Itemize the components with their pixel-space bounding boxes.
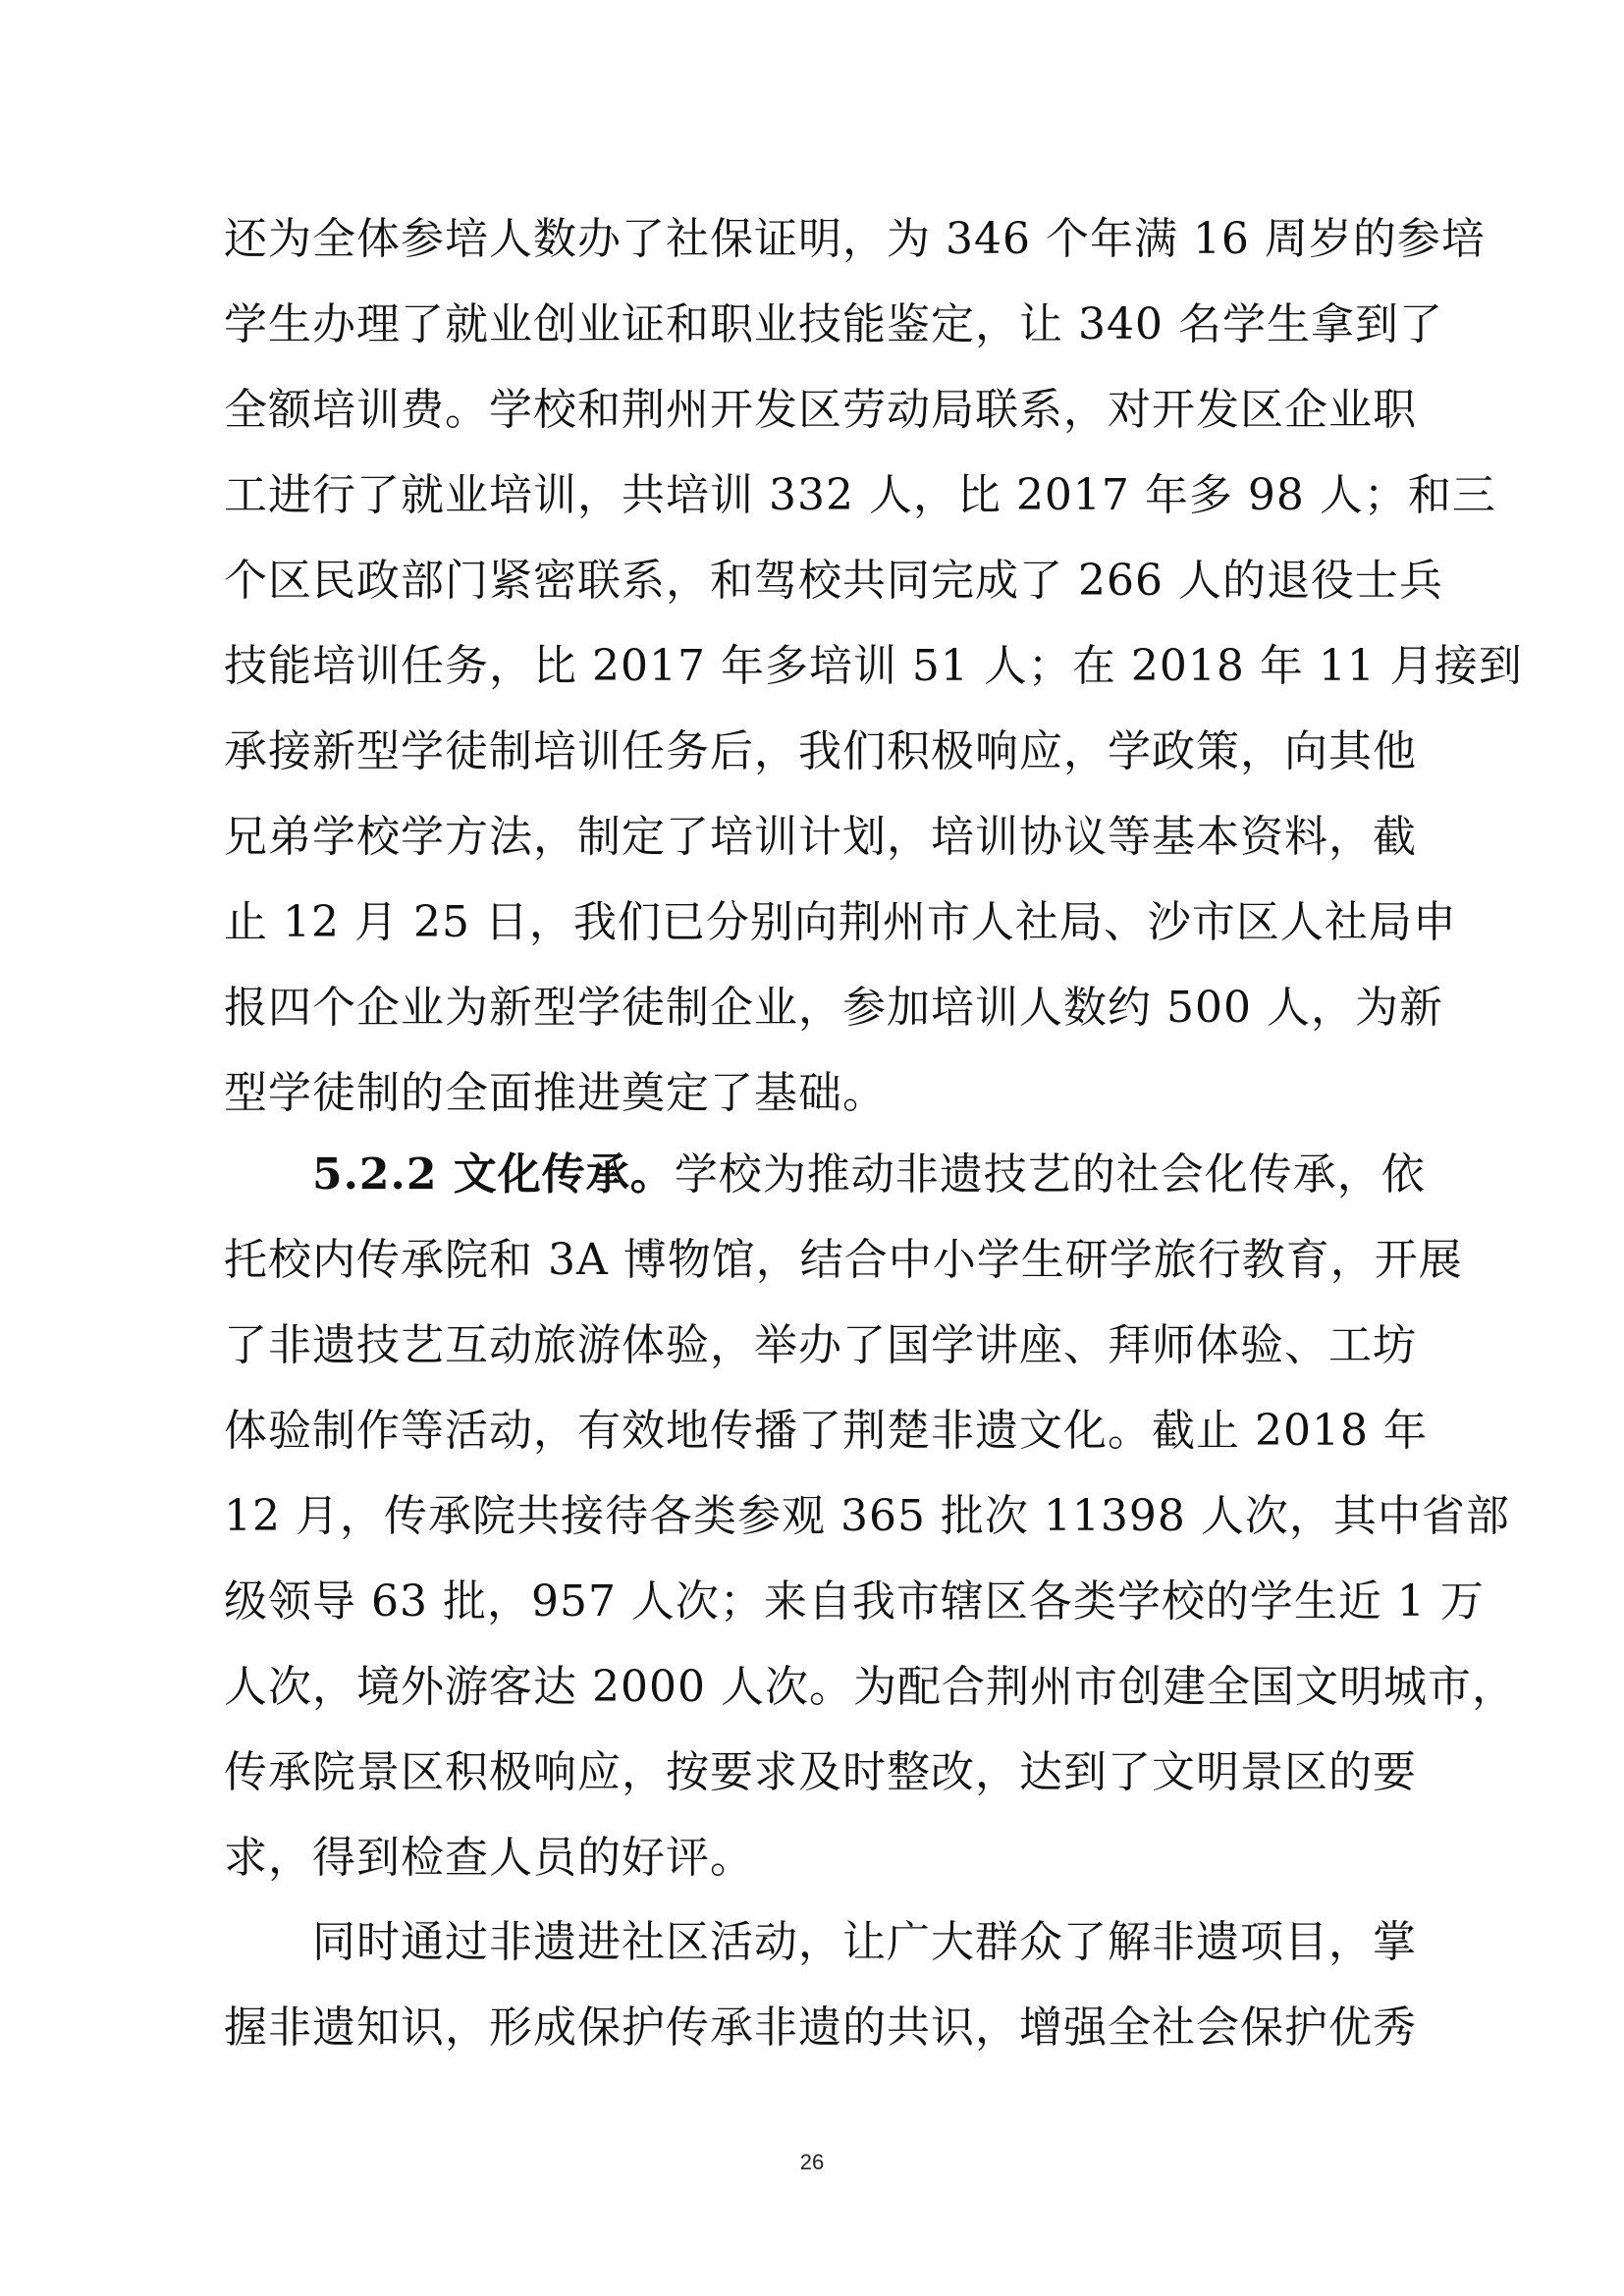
text-line: 止 12 月 25 日，我们已分别向荆州市人社局、沙市区人社局申 (224, 897, 1457, 947)
text-line: 托校内传承院和 3A 博物馆，结合中小学生研学旅行教育，开展 (224, 1235, 1463, 1285)
text-line: 全额培训费。学校和荆州开发区劳动局联系，对开发区企业职 (224, 385, 1417, 435)
paragraph-community (224, 1899, 1417, 2070)
text-line: 技能培训任务，比 2017 年多培训 51 人；在 2018 年 11 月接到 (224, 641, 1523, 691)
text-line: 兄弟学校学方法，制定了培训计划，培训协议等基本资料，截 (224, 812, 1417, 862)
section-first-line-text: 学校为推动非遗技艺的社会化传承，依 (674, 1149, 1426, 1200)
paragraph-training (224, 196, 1523, 1136)
text-line: 还为全体参培人数办了社保证明，为 346 个年满 16 周岁的参培 (224, 214, 1486, 264)
text-line: 型学徒制的全面推进奠定了基础。 (224, 1068, 887, 1118)
section-first-line (224, 1132, 1426, 1217)
section-heading: 5.2.2 文化传承。 (312, 1149, 675, 1200)
text-line: 学生办理了就业创业证和职业技能鉴定，让 340 名学生拿到了 (224, 299, 1443, 349)
text-line: 级领导 63 批，957 人次；来自我市辖区各类学校的学生近 1 万 (224, 1576, 1485, 1627)
text-line: 传承院景区积极响应，按要求及时整改，达到了文明景区的要 (224, 1747, 1417, 1797)
page-number: 26 (799, 2150, 825, 2174)
text-line: 了非遗技艺互动旅游体验，举办了国学讲座、拜师体验、工坊 (224, 1320, 1417, 1370)
text-line: 人次，境外游客达 2000 人次。为配合荆州市创建全国文明城市， (224, 1662, 1516, 1712)
text-line: 求，得到检查人员的好评。 (224, 1833, 754, 1883)
paragraph-cultural-heritage (224, 1132, 1516, 1900)
text-line: 报四个企业为新型学徒制企业，参加培训人数约 500 人，为新 (224, 983, 1443, 1033)
text-line: 工进行了就业培训，共培训 332 人，比 2017 年多 98 人；和三 (224, 470, 1496, 520)
text-line: 承接新型学徒制培训任务后，我们积极响应，学政策，向其他 (224, 726, 1417, 776)
text-line: 12 月，传承院共接待各类参观 365 批次 11398 人次，其中省部 (224, 1491, 1510, 1541)
text-line: 同时通过非遗进社区活动，让广大群众了解非遗项目，掌 (312, 1917, 1417, 1967)
text-line: 体验制作等活动，有效地传播了荆楚非遗文化。截止 2018 年 (224, 1406, 1428, 1456)
text-line: 个区民政部门紧密联系，和驾校共同完成了 266 人的退役士兵 (224, 556, 1443, 606)
text-line: 握非遗知识，形成保护传承非遗的共识，增强全社会保护优秀 (224, 2002, 1417, 2053)
